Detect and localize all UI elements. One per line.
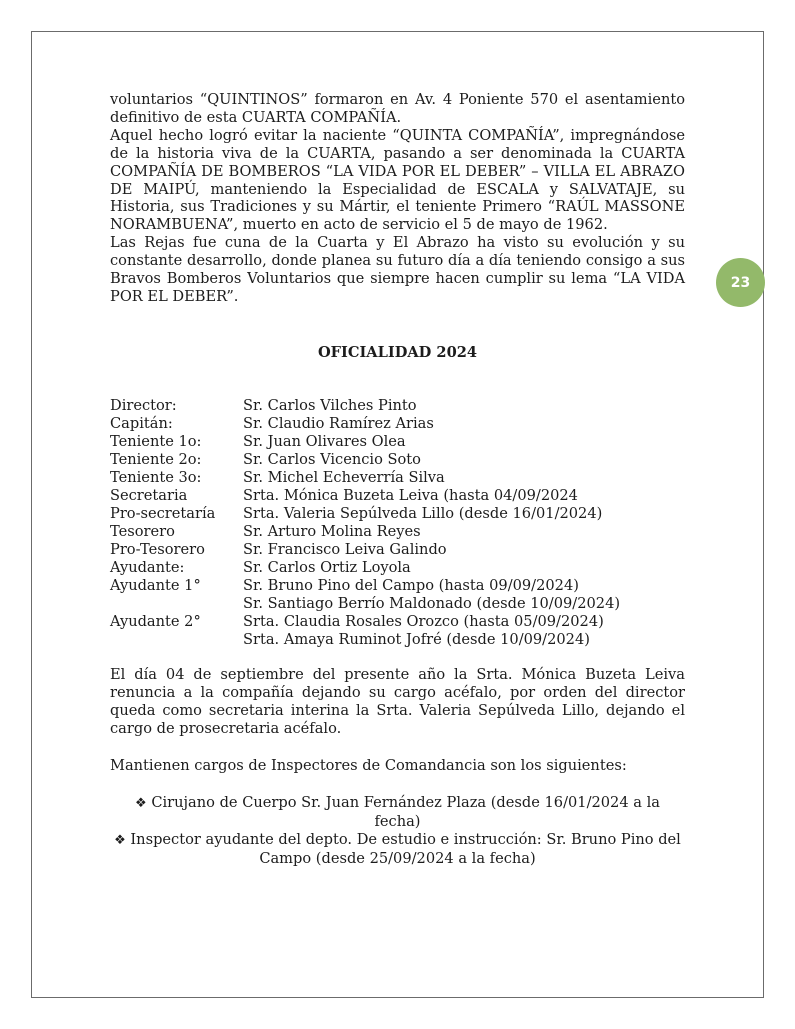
staff-role: Tesorero: [110, 523, 175, 540]
resignation-note: El día 04 de septiembre del presente año la Srta. Mónica Buzeta Leiva renuncia a la compañía dejando su cargo acéfalo, por orden del director queda como secretaria interina la Srta. Valeria Sepúlveda Lillo, dejando el cargo de prosecretaria acéfalo.: [110, 666, 685, 737]
staff-role: Director:: [110, 397, 177, 414]
staff-role: Ayudante 2°: [110, 613, 201, 630]
list-item-text: Inspector ayudante del depto. De estudio e instrucción: Sr. Bruno Pino del Campo (desde 25/09/2024 a la fecha): [130, 830, 681, 867]
staff-role: Secretaria: [110, 487, 188, 504]
staff-role: Pro-secretaría: [110, 505, 216, 522]
staff-person: Sr. Juan Olivares Olea: [243, 433, 406, 450]
staff-role: Teniente 2o:: [110, 451, 202, 468]
staff-row: [110, 541, 685, 559]
staff-row: [110, 469, 685, 487]
page-number: 23: [730, 274, 751, 291]
list-item-text: Cirujano de Cuerpo Sr. Juan Fernández Plaza (desde 16/01/2024 a la fecha): [151, 794, 660, 830]
staff-person: Srta. Amaya Ruminot Jofré (desde 10/09/2024): [243, 631, 590, 648]
staff-row: [110, 577, 685, 595]
staff-person: Sr. Francisco Leiva Galindo: [243, 541, 447, 558]
staff-role: [110, 631, 243, 649]
staff-row: [110, 487, 685, 505]
list-item: [110, 831, 685, 868]
intro-paragraph: voluntarios “QUINTINOS” formaron en Av. 4 Poniente 570 el asentamiento definitivo de esta CUARTA COMPAÑÍA.: [110, 91, 685, 126]
staff-row: [110, 451, 685, 469]
staff-person: Srta. Valeria Sepúlveda Lillo (desde 16/01/2024): [243, 505, 603, 522]
list-item: [110, 794, 685, 831]
staff-person: Sr. Santiago Berrío Maldonado (desde 10/09/2024): [243, 595, 621, 612]
staff-role: Pro-Tesorero: [110, 541, 205, 558]
staff-person: Sr. Carlos Ortiz Loyola: [243, 559, 411, 576]
staff-person: Sr. Michel Echeverría Silva: [243, 469, 445, 486]
staff-row: [110, 559, 685, 577]
diamond-bullet-icon: ❖: [114, 832, 126, 848]
page-number-badge: [716, 258, 765, 307]
staff-person: Sr. Bruno Pino del Campo (hasta 09/09/2024): [243, 577, 579, 594]
staff-person: Sr. Carlos Vilches Pinto: [243, 397, 417, 414]
staff-person: Sr. Claudio Ramírez Arias: [243, 415, 434, 432]
staff-row: [110, 415, 685, 433]
staff-role: Ayudante:: [110, 559, 185, 576]
inspectors-list: [110, 794, 685, 868]
staff-row: [110, 397, 685, 415]
staff-list: [110, 397, 685, 649]
staff-row: [110, 433, 685, 451]
inspectors-intro: Mantienen cargos de Inspectores de Comandancia son los siguientes:: [110, 757, 627, 774]
staff-row: [110, 613, 685, 631]
section-title: OFICIALIDAD 2024: [317, 344, 478, 361]
staff-role: Ayudante 1°: [110, 577, 201, 594]
intro-paragraph: Las Rejas fue cuna de la Cuarta y El Abrazo ha visto su evolución y su constante desarrollo, donde planea su futuro día a día teniendo consigo a sus Bravos Bomberos Voluntarios que siempre hacen cumplir su lema “LA VIDA POR EL DEBER”.: [110, 234, 685, 305]
diamond-bullet-icon: ❖: [135, 796, 147, 811]
staff-role: Teniente 3o:: [110, 469, 202, 486]
staff-row: [110, 595, 685, 613]
staff-role: Capitán:: [110, 415, 173, 432]
staff-role: Teniente 1o:: [110, 433, 202, 450]
staff-row: [110, 505, 685, 523]
intro-paragraph: Aquel hecho logró evitar la naciente “QUINTA COMPAÑÍA”, impregnándose de la historia viva de la CUARTA, pasando a ser denominada la CUARTA COMPAÑÍA DE BOMBEROS “LA VIDA POR EL DEBER” – VILLA EL ABRAZO DE MAIPÚ, manteniendo la Especialidad de ESCALA y SALVATAJE, su Historia, sus Tradiciones y su Mártir, el teniente Primero “RAÚL MASSONE NORAMBUENA”, muerto en acto de servicio el 5 de mayo de 1962.: [110, 126, 685, 234]
staff-person: Sr. Carlos Vicencio Soto: [243, 451, 421, 468]
staff-row: [110, 523, 685, 541]
staff-person: Srta. Claudia Rosales Orozco (hasta 05/09/2024): [243, 613, 604, 630]
staff-person: Sr. Arturo Molina Reyes: [243, 523, 421, 540]
staff-row: [110, 631, 685, 649]
staff-person: Srta. Mónica Buzeta Leiva (hasta 04/09/2024: [243, 487, 578, 504]
staff-role: [110, 595, 243, 613]
page-content: [110, 91, 685, 867]
